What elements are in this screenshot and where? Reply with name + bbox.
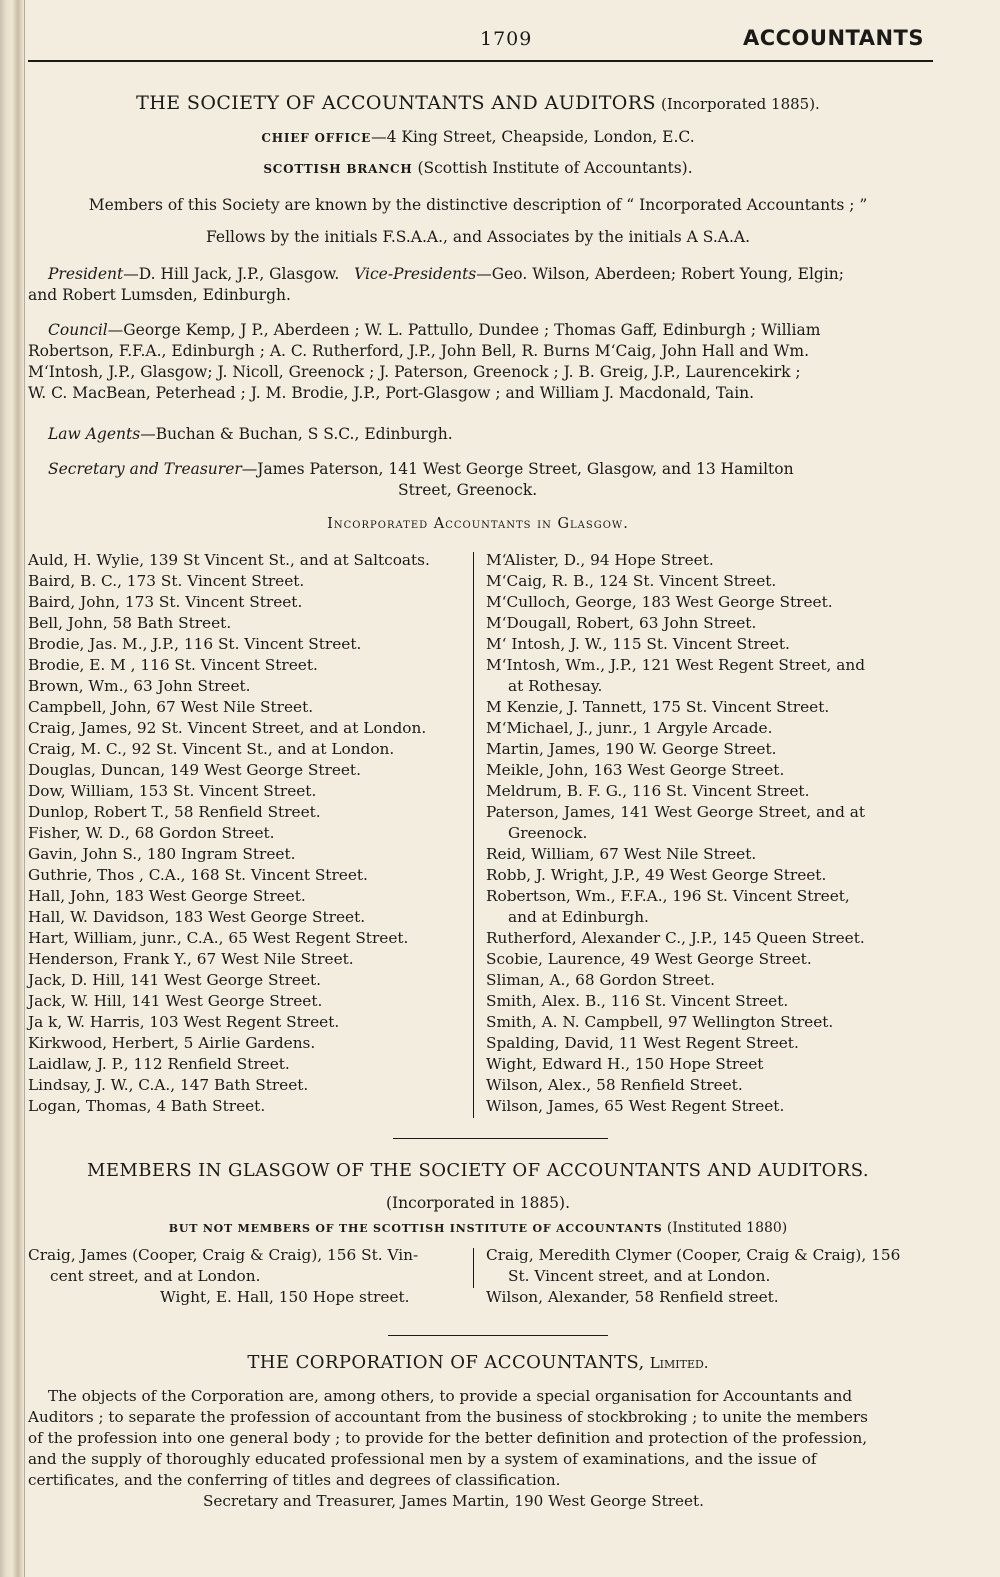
directory-entry: Brodie, Jas. M., J.P., 116 St. Vincent Street. [28,635,362,653]
directory-page [28,0,928,1577]
directory-entry: M‘Caig, R. B., 124 St. Vincent Street. [486,572,777,590]
corporation-title: THE CORPORATION OF ACCOUNTANTS, [247,1352,645,1373]
chief-office-address: —4 King Street, Cheapside, London, E.C. [371,128,695,146]
book-binding-edge [0,0,25,1577]
directory-entry: Hart, William, junr., C.A., 65 West Regent Street. [28,929,409,947]
directory-entry: Jack, W. Hill, 141 West George Street. [28,992,323,1010]
directory-entry: M‘Culloch, George, 183 West George Street. [486,593,833,611]
directory-entry: Craig, M. C., 92 St. Vincent St., and at London. [28,740,395,758]
secretary-paragraph [28,459,928,501]
directory-entry: Wilson, James, 65 West Regent Street. [486,1097,785,1115]
secretary-label: Secretary and Treasurer [48,460,242,478]
directory-entry: Dow, William, 153 St. Vincent Street. [28,782,317,800]
member-entry-3-line-2: St. Vincent street, and at London. [508,1267,771,1285]
directory-entry: Martin, James, 190 W. George Street. [486,740,777,758]
directory-entry: Wight, Edward H., 150 Hope Street [486,1055,764,1073]
chief-office-label: CHIEF OFFICE [261,131,372,145]
directory-entry: Smith, Alex. B., 116 St. Vincent Street. [486,992,789,1010]
society-incorporated: (Incorporated 1885). [660,95,820,113]
directory-entry: Gavin, John S., 180 Ingram Street. [28,845,296,863]
member-entry-4: Wilson, Alexander, 58 Renfield street. [486,1288,779,1306]
directory-entry: Meikle, John, 163 West George Street. [486,761,785,779]
chief-office-line [28,126,928,149]
running-title: ACCOUNTANTS [742,26,924,50]
directory-entry: Paterson, James, 141 West George Street, and at [486,803,866,821]
directory-entry: Fisher, W. D., 68 Gordon Street. [28,824,275,842]
directory-entry: Jack, D. Hill, 141 West George Street. [28,971,322,989]
directory-entry: Laidlaw, J. P., 112 Renfield Street. [28,1055,290,1073]
secretary-continued: Street, Greenock. [398,481,538,499]
corporation-secretary: Secretary and Treasurer, James Martin, 190 West George Street. [203,1492,704,1510]
corporation-body [28,1386,933,1512]
members-glasgow-heading [28,1160,928,1181]
member-entry-3-line-1: Craig, Meredith Clymer (Cooper, Craig & Craig), 156 [486,1246,901,1264]
members-glasgow-right [486,1245,936,1308]
scottish-branch-line [28,157,928,180]
directory-entry: Douglas, Duncan, 149 West George Street. [28,761,361,779]
council-line-4: W. C. MacBean, Peterhead ; J. M. Brodie, J.P., Port-Glasgow ; and William J. Macdonald, Tain. [28,384,755,402]
members-glasgow-left [28,1245,468,1308]
directory-entry: Henderson, Frank Y., 67 West Nile Street. [28,950,354,968]
directory-entry: Guthrie, Thos , C.A., 168 St. Vincent Street. [28,866,368,884]
directory-entry: Scobie, Laurence, 49 West George Street. [486,950,812,968]
society-title: THE SOCIETY OF ACCOUNTANTS AND AUDITORS [136,92,656,114]
member-entry-1-line-2: cent street, and at London. [50,1267,261,1285]
directory-entry: Smith, A. N. Campbell, 97 Wellington Street. [486,1013,834,1031]
directory-entry: Robb, J. Wright, J.P., 49 West George Street. [486,866,827,884]
law-agents-label: Law Agents [48,425,141,443]
directory-entry: M‘ Intosh, J. W., 115 St. Vincent Street. [486,635,790,653]
directory-entry: Campbell, John, 67 West Nile Street. [28,698,314,716]
directory-entry: Brown, Wm., 63 John Street. [28,677,251,695]
president-continued: and Robert Lumsden, Edinburgh. [28,286,291,304]
corporation-body-line-1: The objects of the Corporation are, among others, to provide a special organisation for Accountants and [48,1387,853,1405]
top-rule [28,60,933,62]
council-label: Council [48,321,108,339]
directory-entry: Baird, John, 173 St. Vincent Street. [28,593,303,611]
directory-entry: Rutherford, Alexander C., J.P., 145 Queen Street. [486,929,865,947]
council-line-3: M‘Intosh, J.P., Glasgow; J. Nicoll, Greenock ; J. Paterson, Greenock ; J. B. Greig, J.P., Laurencekirk ; [28,363,801,381]
law-agents-line [28,424,948,445]
council-line-2: Robertson, F.F.A., Edinburgh ; A. C. Rutherford, J.P., John Bell, R. Burns M‘Caig, John Hall and Wm. [28,342,809,360]
members-column-divider [473,1248,474,1288]
vice-presidents-text: —Geo. Wilson, Aberdeen; Robert Young, Elgin; [476,265,844,283]
directory-entry: Auld, H. Wylie, 139 St Vincent St., and at Saltcoats. [28,551,430,569]
member-entry-1-line-1: Craig, James (Cooper, Craig & Craig), 156 St. Vin- [28,1246,419,1264]
council-line-1: —George Kemp, J P., Aberdeen ; W. L. Pattullo, Dundee ; Thomas Gaff, Edinburgh ; William [107,321,821,339]
directory-entry: Hall, John, 183 West George Street. [28,887,306,905]
section-rule-1 [393,1138,608,1139]
vice-presidents-label: Vice-Presidents [354,265,477,283]
directory-entry: Lindsay, J. W., C.A., 147 Bath Street. [28,1076,309,1094]
directory-entry: M‘Michael, J., junr., 1 Argyle Arcade. [486,719,773,737]
corporation-body-line-5: certificates, and the conferring of titles and degrees of classification. [28,1471,561,1489]
members-description-2: Fellows by the initials F.S.A.A., and Associates by the initials A S.A.A. [205,228,750,246]
directory-entry: Bell, John, 58 Bath Street. [28,614,232,632]
corporation-body-line-3: of the profession into one general body ; to provide for the better definition and protection of the profession, [28,1429,868,1447]
directory-entry-continued: at Rothesay. [508,677,603,695]
scottish-branch-label: SCOTTISH BRANCH [263,162,413,176]
officers-paragraph [28,264,928,306]
directory-entry: Logan, Thomas, 4 Bath Street. [28,1097,266,1115]
directory-entry-continued: and at Edinburgh. [508,908,649,926]
corporation-title-suffix: Limited. [649,1354,709,1372]
glasgow-list-heading: Incorporated Accountants in Glasgow. [327,516,629,532]
society-heading [28,92,928,114]
directory-entry: M‘Intosh, Wm., J.P., 121 West Regent Street, and [486,656,866,674]
law-agents-text: —Buchan & Buchan, S S.C., Edinburgh. [140,425,453,443]
directory-entry: M‘Alister, D., 94 Hope Street. [486,551,714,569]
directory-entry: M Kenzie, J. Tannett, 175 St. Vincent Street. [486,698,830,716]
but-not-members-label: BUT NOT MEMBERS OF THE SCOTTISH INSTITUTE OF ACCOUNTANTS [168,1222,663,1235]
corporation-body-line-2: Auditors ; to separate the profession of accountant from the business of stockbroking ; to unite the members [28,1408,868,1426]
directory-entry: Baird, B. C., 173 St. Vincent Street. [28,572,305,590]
directory-entry: Dunlop, Robert T., 58 Renfield Street. [28,803,321,821]
council-paragraph [28,320,928,404]
directory-entry: Sliman, A., 68 Gordon Street. [486,971,715,989]
glasgow-list-right-column [486,550,936,1117]
directory-entry: Meldrum, B. F. G., 116 St. Vincent Street. [486,782,810,800]
member-entry-2: Wight, E. Hall, 150 Hope street. [160,1288,410,1306]
glasgow-list-left-column [28,550,468,1117]
corporation-heading [28,1352,928,1373]
members-description-1: Members of this Society are known by the distinctive description of “ Incorporated Accountants ; ” [88,196,868,214]
page-number: 1709 [480,28,533,50]
directory-entry: Craig, James, 92 St. Vincent Street, and at London. [28,719,427,737]
directory-entry: Spalding, David, 11 West Regent Street. [486,1034,799,1052]
directory-entry: Reid, William, 67 West Nile Street. [486,845,757,863]
scottish-branch-text: (Scottish Institute of Accountants). [417,159,693,177]
directory-entry: Wilson, Alex., 58 Renfield Street. [486,1076,743,1094]
corporation-body-line-4: and the supply of thoroughly educated professional men by a system of examinations, and the issue of [28,1450,817,1468]
directory-entry: Kirkwood, Herbert, 5 Airlie Gardens. [28,1034,316,1052]
directory-entry-continued: Greenock. [508,824,588,842]
president-label: President [48,265,124,283]
members-glasgow-incorporated: (Incorporated in 1885). [385,1194,571,1212]
secretary-text: —James Paterson, 141 West George Street, Glasgow, and 13 Hamilton [241,460,794,478]
section-rule-2 [388,1335,608,1336]
directory-entry: Robertson, Wm., F.F.A., 196 St. Vincent Street, [486,887,850,905]
directory-entry: Ja k, W. Harris, 103 West Regent Street. [28,1013,340,1031]
directory-entry: Hall, W. Davidson, 183 West George Street. [28,908,366,926]
president-text: —D. Hill Jack, J.P., Glasgow. [123,265,340,283]
directory-entry: M‘Dougall, Robert, 63 John Street. [486,614,757,632]
but-not-members-year: (Instituted 1880) [666,1220,788,1236]
but-not-members-line [28,1220,928,1236]
column-divider [473,552,474,1118]
members-glasgow-title: MEMBERS IN GLASGOW OF THE SOCIETY OF ACCOUNTANTS AND AUDITORS. [87,1160,869,1181]
directory-entry: Brodie, E. M , 116 St. Vincent Street. [28,656,318,674]
